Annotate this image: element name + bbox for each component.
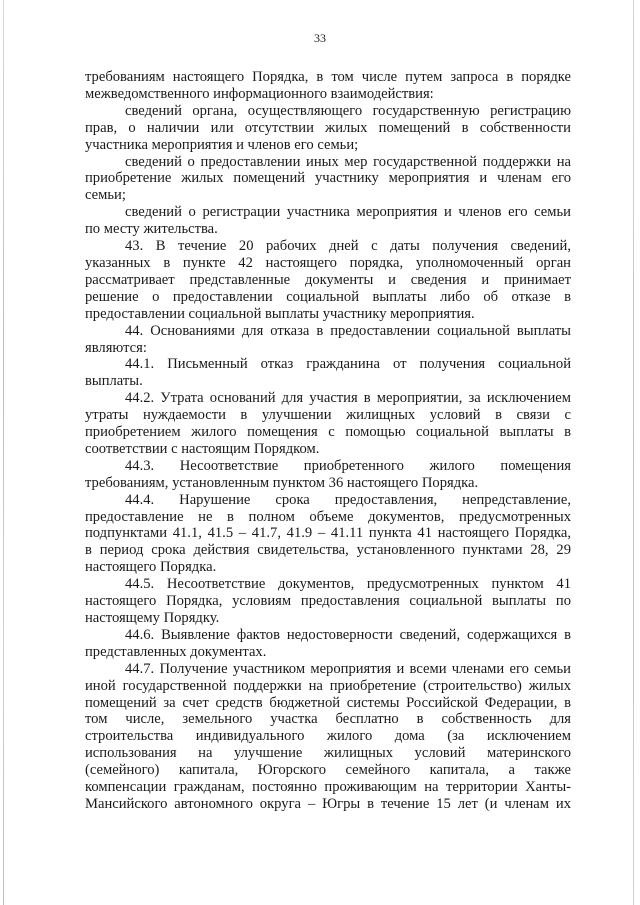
text-line: приобретение жилых помещений участнику мероприятия и членам его: [85, 170, 571, 187]
text-line: 43. В течение 20 рабочих дней с даты получения сведений,: [125, 238, 571, 255]
text-line: 44.4. Нарушение срока предоставления, непредставление,: [125, 491, 571, 508]
text-line: рассматривает представленные документы и сведения и принимает: [85, 271, 571, 288]
text-line: сведений о регистрации участника мероприятия и членов его семьи: [125, 204, 571, 221]
text-line: являются:: [85, 339, 147, 356]
document-body: [85, 69, 571, 813]
text-line: в период срока действия свидетельства, установленного пунктами 28, 29: [85, 542, 571, 559]
scan-edge-right: [633, 0, 634, 905]
text-line: 44. Основаниями для отказа в предоставлении социальной выплаты: [125, 322, 571, 339]
paragraph: [85, 103, 571, 154]
text-line: (семейного) капитала, Югорского семейного капитала, а также: [85, 762, 571, 779]
text-line: компенсации гражданам, постоянно проживающим на территории Ханты-: [85, 779, 571, 796]
text-line: сведений органа, осуществляющего государственную регистрацию: [125, 102, 571, 119]
paragraph: [85, 627, 571, 661]
text-line: строительства индивидуального жилого дома (за исключением: [85, 728, 571, 745]
paragraph: [85, 69, 571, 103]
text-line: 44.3. Несоответствие приобретенного жилого помещения: [125, 457, 571, 474]
text-line: настоящему Порядку.: [85, 610, 220, 626]
text-line: 44.6. Выявление фактов недостоверности сведений, содержащихся в: [125, 626, 571, 643]
paragraph: [85, 323, 571, 357]
paragraph: [85, 238, 571, 323]
page-number: 33: [314, 31, 326, 45]
text-line: настоящего Порядка, условиям предоставления социальной выплаты по: [85, 593, 571, 610]
paragraph: [85, 492, 571, 577]
paragraph: [85, 204, 571, 238]
text-line: утраты нуждаемости в улучшении жилищных условий в связи с: [85, 407, 571, 424]
text-line: приобретением жилого помещения с помощью социальной выплаты в: [85, 424, 571, 441]
text-line: прав, о наличии или отсутствии жилых помещений в собственности: [85, 119, 571, 136]
text-line: предоставление не в полном объеме документов, предусмотренных: [85, 508, 571, 525]
paragraph: [85, 154, 571, 205]
text-line: 44.5. Несоответствие документов, предусмотренных пунктом 41: [125, 576, 571, 593]
text-line: настоящего Порядка.: [85, 559, 217, 576]
text-line: 44.2. Утрата оснований для участия в мероприятии, за исключением: [125, 390, 571, 407]
text-line: соответствии с настоящим Порядком.: [85, 440, 320, 457]
text-line: по месту жительства.: [85, 221, 218, 238]
paragraph: [85, 576, 571, 627]
text-line: подпунктами 41.1, 41.5 – 41.7, 41.9 – 41.11 пункта 41 настоящего Порядка,: [85, 525, 571, 542]
text-line: Мансийского автономного округа – Югры в течение 15 лет (и членам их: [85, 795, 571, 812]
text-line: помещений за счет средств бюджетной системы Российской Федерации, в: [85, 694, 571, 711]
text-line: участника мероприятия и членов его семьи;: [85, 136, 359, 153]
text-line: предоставлении социальной выплаты участнику мероприятия.: [85, 305, 475, 322]
text-line: выплаты.: [85, 373, 143, 390]
text-line: межведомственного информационного взаимодействия:: [85, 85, 434, 102]
text-line: использования на улучшение жилищных условий материнского: [85, 745, 571, 762]
paragraph: [85, 390, 571, 458]
text-line: иной государственной поддержки на приобретение (строительство) жилых: [85, 677, 571, 694]
text-line: сведений о предоставлении иных мер государственной поддержки на: [125, 153, 571, 170]
text-line: требованиям, установленным пунктом 36 настоящего Порядка.: [85, 474, 479, 491]
paragraph: [85, 661, 571, 813]
scan-edge-left: [3, 0, 4, 905]
text-line: представленных документах.: [85, 643, 267, 660]
text-line: семьи;: [85, 187, 126, 204]
text-line: требованиям настоящего Порядка, в том числе путем запроса в порядке: [85, 69, 571, 85]
text-line: решение о предоставлении социальной выплаты либо об отказе в: [85, 288, 571, 305]
text-line: 44.7. Получение участником мероприятия и всеми членами его семьи: [125, 660, 571, 677]
text-line: указанных в пункте 42 настоящего порядка, уполномоченный орган: [85, 254, 571, 271]
paragraph: [85, 356, 571, 390]
text-line: 44.1. Письменный отказ гражданина от получения социальной: [125, 356, 571, 373]
paragraph: [85, 458, 571, 492]
text-line: том числе, земельного участка бесплатно в собственность для: [85, 711, 571, 728]
